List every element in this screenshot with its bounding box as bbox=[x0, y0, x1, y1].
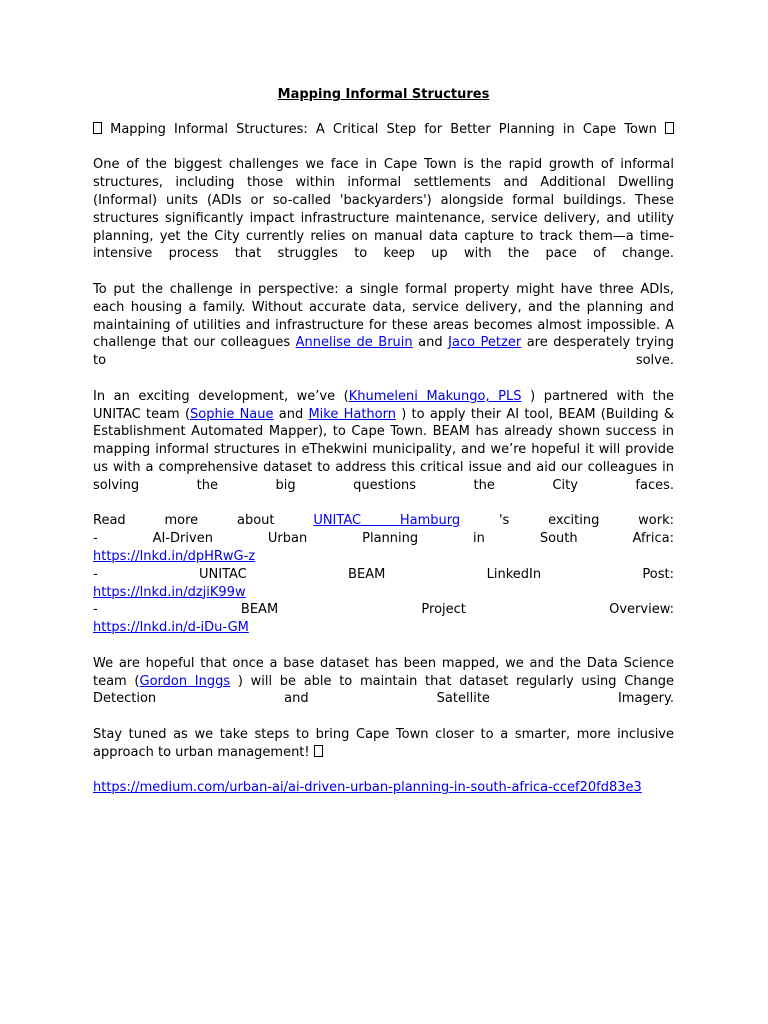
paragraph-stay-tuned bbox=[93, 726, 674, 762]
mention-gordon-inggs[interactable]: Gordon Inggs bbox=[139, 673, 231, 689]
link-beam-project-overview[interactable]: https://lnkd.in/d-iDu-GM bbox=[93, 620, 249, 636]
paragraph-dataset bbox=[93, 655, 674, 708]
mention-mike-hathorn[interactable]: Mike Hathorn bbox=[308, 406, 396, 422]
paragraph-text: We are hopeful that once a base dataset has been mapped, we and the Data Science team ( bbox=[93, 655, 674, 689]
paragraph-challenges: One of the biggest challenges we face in Cape Town is the rapid growth of informal structures, including those within informal settlements and Additional Dwelling (Informal) units (ADIs or so-called 'backyarders') alongside formal buildings. These structures significantly impact infrastructure maintenance, service delivery, and utility planning, yet the City currently relies on manual data capture to track them—a time-intensive process that struggles to keep up with the pace of change. bbox=[93, 157, 674, 262]
intro-text: Mapping Informal Structures: A Critical Step for Better Planning in Cape Town bbox=[110, 121, 657, 137]
paragraph-text: Read more about bbox=[93, 513, 314, 529]
mention-khumeleni-makungo[interactable]: Khumeleni Makungo, PLS bbox=[348, 388, 522, 404]
paragraph-perspective bbox=[93, 281, 674, 370]
mention-annelise-de-bruin[interactable]: Annelise de Bruin bbox=[295, 335, 413, 351]
document-page bbox=[93, 86, 674, 815]
paragraph-text: 's exciting work: bbox=[460, 513, 674, 529]
mention-unitac-hamburg[interactable]: UNITAC Hamburg bbox=[313, 513, 461, 529]
link-ai-driven-urban-planning[interactable]: https://lnkd.in/dpHRwG-z bbox=[93, 548, 256, 564]
paragraph-text: ) partnered with the UNITAC team ( bbox=[93, 388, 674, 422]
paragraph-text: ) to apply their AI tool, BEAM (Building & Establishment Automated Mapper), to Cape Town. BEAM has already shown success in mapping informal structures in eThekwini municipality, and we’re hopeful it will provide us with a comprehensive dataset to address this critical issue and aid our colleagues in solving the big questions the City faces. bbox=[93, 406, 674, 493]
intro-line bbox=[93, 121, 674, 139]
document-title: Mapping Informal Structures bbox=[277, 87, 490, 102]
read-more-line bbox=[93, 512, 674, 530]
mention-sophie-naue[interactable]: Sophie Naue bbox=[190, 406, 274, 422]
paragraph-text: are desperately trying to solve. bbox=[93, 335, 674, 369]
paragraph-final-link bbox=[93, 779, 674, 797]
paragraph-text: and bbox=[412, 335, 449, 351]
paragraph-text: In an exciting development, we’ve ( bbox=[93, 388, 349, 404]
list-item-text: - BEAM Project Overview: bbox=[93, 602, 674, 618]
missing-glyph-icon bbox=[93, 122, 102, 134]
paragraph-text: Stay tuned as we take steps to bring Cape Town closer to a smarter, more inclusive approach to urban management! bbox=[93, 726, 674, 760]
paragraph-text: and bbox=[273, 406, 309, 422]
missing-glyph-icon bbox=[665, 122, 674, 134]
paragraph-read-more bbox=[93, 512, 674, 637]
paragraph-text: To put the challenge in perspective: a single formal property might have three ADIs, each housing a family. Without accurate data, service delivery, and the planning and maintaining of utilities and infrastructure for these areas becomes almost impossible. A challenge that our colleagues bbox=[93, 281, 674, 351]
missing-glyph-icon bbox=[314, 745, 323, 757]
paragraph-text: ) will be able to maintain that dataset regularly using Change Detection and Satellite Imagery. bbox=[93, 673, 675, 707]
list-item-text: - UNITAC BEAM LinkedIn Post: bbox=[93, 566, 674, 582]
paragraph-development bbox=[93, 388, 674, 495]
mention-jaco-petzer[interactable]: Jaco Petzer bbox=[448, 335, 522, 351]
link-unitac-beam-post[interactable]: https://lnkd.in/dzjiK99w bbox=[93, 584, 246, 600]
list-item-text: - AI-Driven Urban Planning in South Africa: bbox=[93, 531, 674, 547]
link-medium-article[interactable]: https://medium.com/urban-ai/ai-driven-urban-planning-in-south-africa-ccef20fd83e3 bbox=[93, 780, 642, 796]
